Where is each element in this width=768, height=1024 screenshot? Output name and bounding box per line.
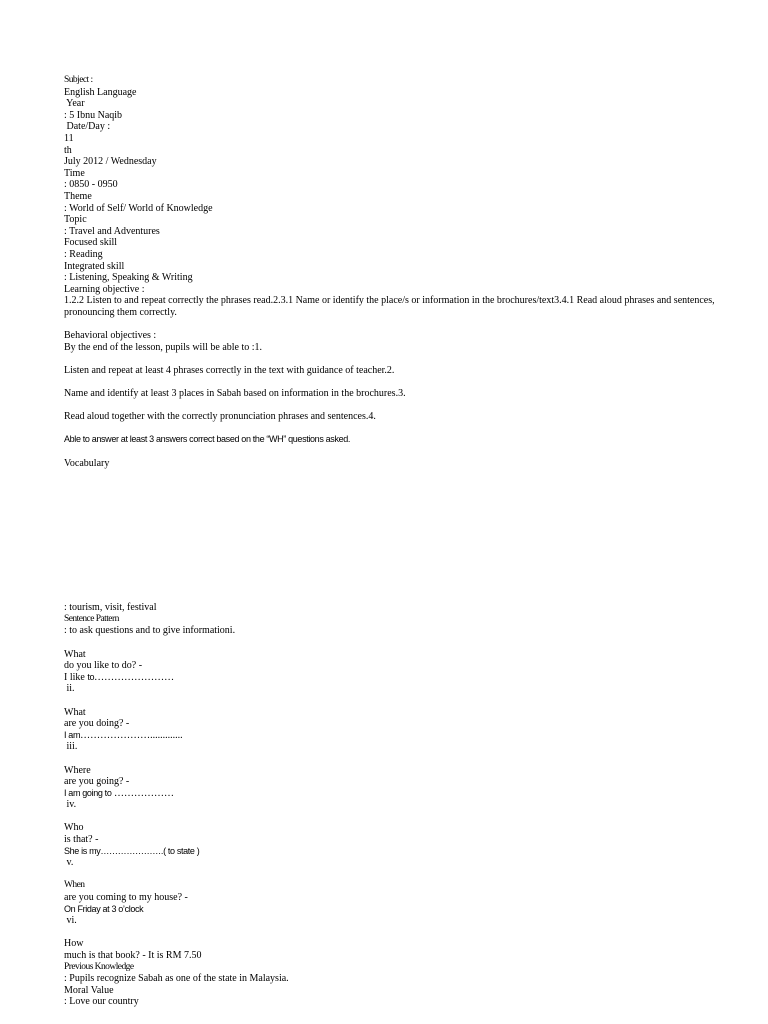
roman-numeral: ii. (64, 683, 75, 695)
behavioral-objectives-intro: By the end of the lesson, pupils will be able to :1. (64, 341, 263, 353)
behavioral-objective-item: Listen and repeat at least 4 phrases correctly in the text with guidance of teacher.2. (64, 364, 395, 376)
subject-value: English Language (64, 86, 137, 98)
sentence-pattern-value: : to ask questions and to give informationi. (64, 625, 236, 637)
answer-text: I am (64, 729, 81, 740)
answer-line (64, 730, 754, 742)
answer-blank: …………………............. (80, 729, 183, 741)
previous-knowledge-value: : Pupils recognize Sabah as one of the state in Malaysia. (64, 973, 289, 985)
theme-label: Theme (64, 190, 92, 202)
focused-skill-label: Focused skill (64, 237, 118, 249)
question-text: are you doing? - (64, 718, 130, 730)
vocabulary-label: Vocabulary (64, 457, 110, 469)
answer-line (64, 788, 754, 800)
previous-knowledge-label: Previous Knowledge (64, 961, 134, 972)
answer-blank: …………………… (94, 671, 175, 683)
date-suffix: th (64, 144, 72, 156)
date-label: Date/Day : (64, 121, 111, 133)
roman-numeral: iv. (64, 799, 77, 811)
behavioral-objective-item: Read aloud together with the correctly pronunciation phrases and sentences.4. (64, 411, 376, 423)
answer-text: She is my (64, 845, 101, 856)
behavioral-objectives-label: Behavioral objectives : (64, 330, 157, 342)
answer-text-emphasis: to (87, 671, 95, 682)
lesson-plan-document (64, 75, 754, 1008)
question-wh-word: Who (64, 822, 84, 834)
topic-value: : Travel and Adventures (64, 225, 160, 237)
question-wh-word: Where (64, 764, 91, 776)
integrated-skill-value: : Listening, Speaking & Writing (64, 272, 193, 284)
roman-numeral: iii. (64, 741, 78, 753)
question-text: are you coming to my house? - (64, 892, 188, 904)
sentence-pattern-label: Sentence Pattern (64, 613, 119, 624)
question-wh-word: What (64, 706, 86, 718)
answer-line (64, 846, 754, 858)
question-wh-word: How (64, 938, 84, 950)
year-label: Year (64, 98, 85, 110)
learning-objective-value: 1.2.2 Listen to and repeat correctly the phrases read.2.3.1 Name or identify the place/s or information in the brochures/text3.4.1 Read aloud phrases and sentences, pronouncing them correctly. (64, 295, 715, 318)
subject-label: Subject : (64, 75, 93, 85)
learning-objective-label: Learning objective : (64, 283, 145, 295)
question-wh-word: What (64, 648, 86, 660)
question-text: do you like to do? - (64, 660, 143, 672)
answer-text: I am going to (64, 787, 112, 798)
topic-label: Topic (64, 214, 87, 226)
integrated-skill-label: Integrated skill (64, 260, 125, 272)
date-day: 11 (64, 132, 74, 144)
answer-text: I like (64, 671, 88, 683)
behavioral-objective-item: Able to answer at least 3 answers correct based on the “WH” questions asked. (64, 434, 351, 445)
answer-text: On Friday at 3 o’clock (64, 903, 144, 914)
roman-numeral: v. (64, 857, 74, 869)
question-text: is that? - (64, 834, 99, 846)
question-wh-word: When (64, 880, 85, 891)
roman-numeral: vi. (64, 915, 77, 927)
moral-value-label: Moral Value (64, 984, 114, 996)
answer-blank: ……………… (111, 787, 174, 799)
answer-blank: ………………….( to state ) (100, 845, 200, 856)
date-rest: July 2012 / Wednesday (64, 156, 157, 168)
theme-value: : World of Self/ World of Knowledge (64, 202, 213, 214)
time-label: Time (64, 167, 85, 179)
time-value: : 0850 - 0950 (64, 179, 118, 191)
year-value: : 5 Ibnu Naqib (64, 109, 123, 121)
focused-skill-value: : Reading (64, 248, 103, 260)
behavioral-objective-item: Name and identify at least 3 places in Sabah based on information in the brochures.3. (64, 388, 406, 400)
vocabulary-value: : tourism, visit, festival (64, 602, 157, 614)
question-text: are you going? - (64, 776, 130, 788)
question-text: much is that book? - It is RM 7.50 (64, 950, 202, 961)
moral-value-text: : Love our country (64, 996, 139, 1008)
answer-line (64, 672, 754, 684)
